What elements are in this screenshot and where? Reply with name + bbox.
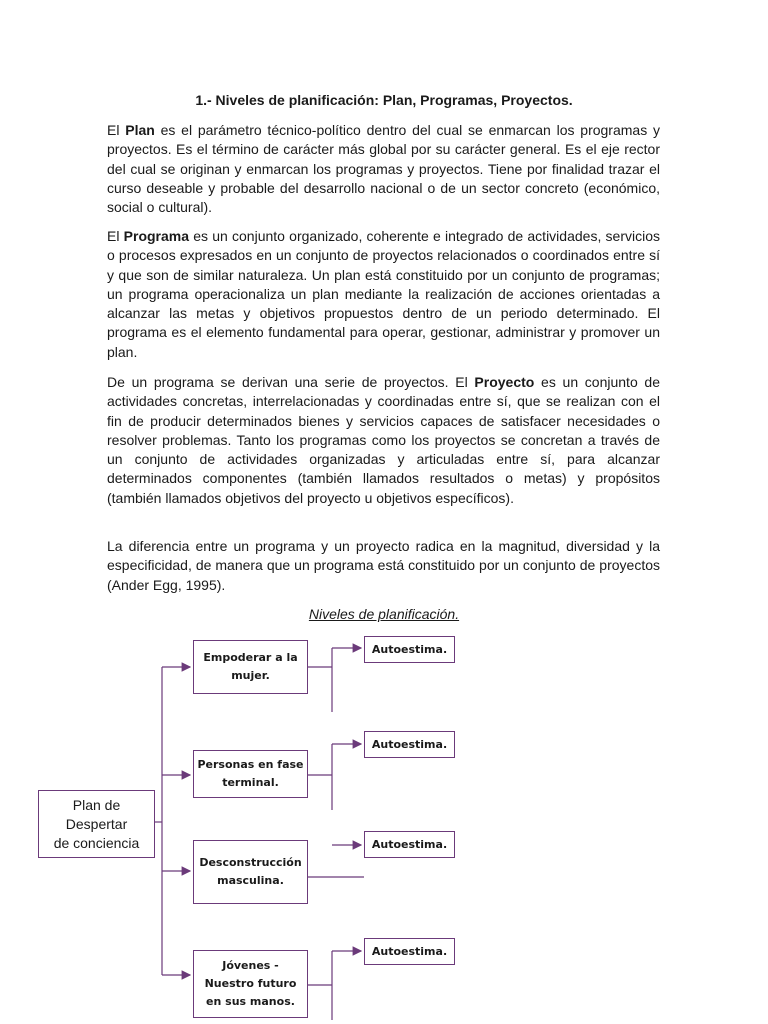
program-4-line-2: Nuestro futuro	[204, 977, 297, 990]
project-box-4	[364, 938, 455, 965]
section-heading: 1.- Niveles de planificación: Plan, Programas, Proyectos.	[195, 92, 573, 108]
project-box-3	[364, 831, 455, 858]
program-box-3	[193, 840, 308, 904]
paragraph-plan-pre: El	[107, 122, 126, 138]
project-1-label: Autoestima.	[371, 642, 448, 656]
term-plan: Plan	[125, 122, 155, 138]
project-2-label: Autoestima.	[371, 737, 448, 751]
program-box-1	[193, 640, 308, 694]
plan-line-1: Plan de	[72, 796, 121, 813]
program-box-4	[193, 950, 308, 1018]
paragraph-proyecto-pre: De un programa se derivan una serie de proyectos. El	[107, 374, 475, 390]
program-2-line-2: terminal.	[222, 776, 279, 789]
plan-box	[38, 790, 155, 858]
project-box-1	[364, 636, 455, 663]
program-4-line-3: en sus manos.	[206, 995, 295, 1008]
program-1-line-2: mujer.	[231, 669, 270, 682]
program-3-line-2: masculina.	[217, 874, 284, 887]
paragraph-proyecto-post: es un conjunto de actividades concretas, interrelacionadas y coordinadas entre sí, que se realizan con el fin de producir determinados bienes y servicios capaces de satisfacer necesidades o resolver problemas. Tanto los programas como los proyectos se concretan a través de un conjunto de actividades organizadas y articuladas entre sí, para alcanzar determinados componentes (también llamados resultados o metas) y propósitos (también llamados objetivos del proyecto u objetivos específicos).	[107, 374, 661, 506]
project-box-2	[364, 731, 455, 758]
program-box-2	[193, 750, 308, 798]
program-3-line-1: Desconstrucción	[199, 856, 302, 869]
program-4-line-1: Jóvenes -	[222, 959, 279, 972]
project-4-label: Autoestima.	[371, 944, 448, 958]
program-2-line-1: Personas en fase	[197, 758, 304, 771]
paragraph-programa-post: es un conjunto organizado, coherente e integrado de actividades, servicios o procesos expresados en un conjunto de proyectos relacionados o coordinados entre sí y que son de similar naturaleza. Un plan está constituido por un conjunto de programas; un programa operacionaliza un plan mediante la realización de acciones orientadas a alcanzar las metas y objetivos propuestos dentro de un periodo determinado. El programa es el elemento fundamental para operar, gestionar, administrar y promover un plan.	[107, 228, 660, 360]
paragraph-programa-pre: El	[107, 228, 124, 244]
diagram-caption: Niveles de planificación.	[308, 606, 460, 622]
project-3-label: Autoestima.	[371, 837, 448, 851]
term-programa: Programa	[123, 228, 190, 244]
term-proyecto: Proyecto	[474, 374, 535, 390]
paragraph-diferencia: La diferencia entre un programa y un proyecto radica en la magnitud, diversidad y la especificidad, de manera que un programa está constituido por un conjunto de proyectos (Ander Egg, 1995).	[107, 538, 660, 593]
program-1-line-1: Empoderar a la	[203, 651, 298, 664]
plan-line-2: Despertar	[65, 815, 128, 832]
plan-line-3: de conciencia	[53, 834, 140, 851]
paragraph-plan-post: es el parámetro técnico-político dentro del cual se enmarcan los programas y proyectos. Es el término de carácter más global por su carácter general. Es el eje rector del cual se originan y enmarcan los programas y proyectos. Tiene por finalidad trazar el curso deseable y probable del desarrollo nacional o de un sector concreto (económico, social o cultural).	[107, 122, 660, 216]
